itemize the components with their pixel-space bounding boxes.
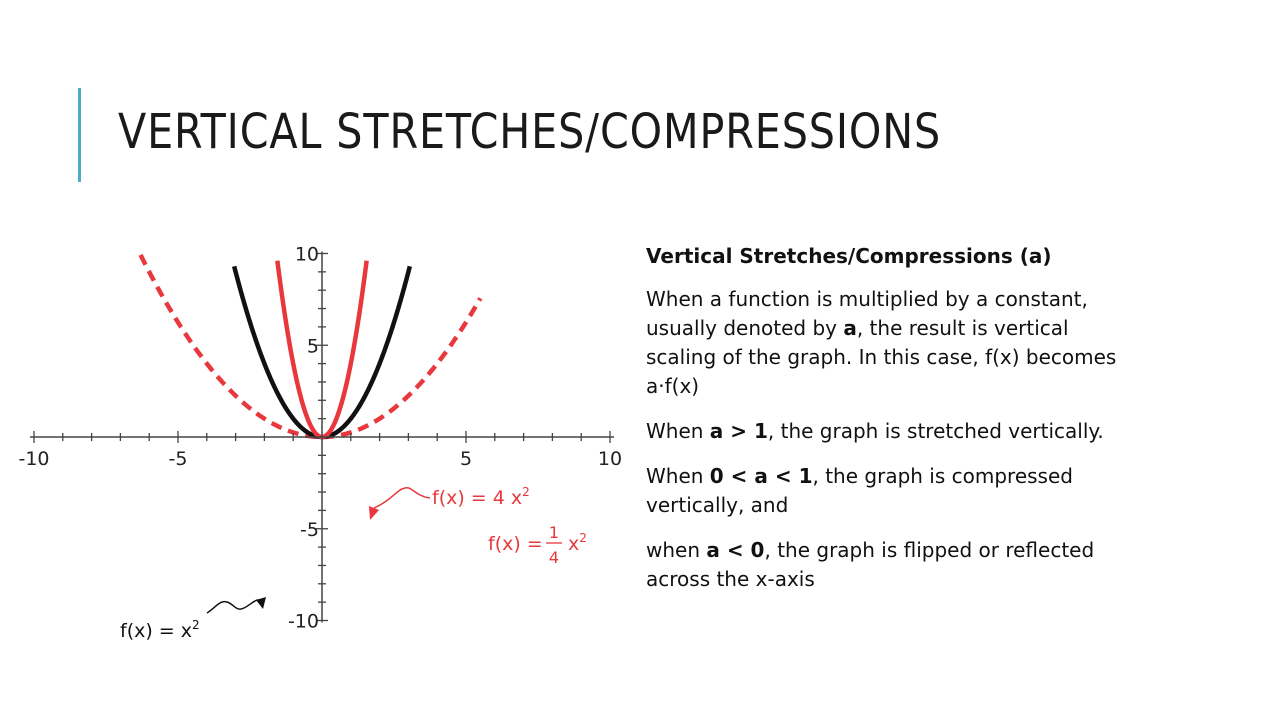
- label-quarter-suffix: [568, 531, 587, 555]
- p1-b: a: [843, 316, 857, 340]
- label-quarter-num: 1: [548, 523, 560, 542]
- label-quarter-sup: 2: [579, 531, 587, 545]
- y-tick-label: -5: [300, 518, 319, 541]
- p1-a: When a function is multiplied by a constant, usually denoted by: [646, 287, 1088, 340]
- p1-c: , the result is vertical scaling of the graph. In this case, f(x) becomes a·f(x): [646, 316, 1117, 398]
- p3-c: , the graph is compressed vertically, and: [646, 464, 1073, 517]
- x-tick-label: -5: [168, 448, 188, 470]
- p2-a: When: [646, 419, 710, 443]
- y-tick-label: -10: [287, 610, 319, 633]
- p4-c: , the graph is flipped or reflected across the x-axis: [646, 538, 1095, 591]
- paragraph-definition: [646, 285, 1136, 401]
- label-four-sup: 2: [522, 485, 530, 499]
- arrow-one: [207, 600, 262, 613]
- p4-b: a < 0: [706, 538, 765, 562]
- p3-b: 0 < a < 1: [709, 464, 813, 488]
- p2-c: , the graph is stretched vertically.: [767, 419, 1104, 443]
- paragraph-compress: [646, 462, 1136, 520]
- description-heading: Vertical Stretches/Compressions (a): [646, 244, 1052, 268]
- paragraph-stretch: [646, 417, 1136, 446]
- y-tick-label: 10: [294, 243, 319, 266]
- x-tick-label: 5: [459, 448, 473, 470]
- label-one: [120, 618, 200, 640]
- description-text: [646, 242, 1136, 610]
- label-quarter-prefix: f(x) =: [488, 533, 543, 555]
- x-tick-label: 10: [597, 448, 623, 470]
- arrowhead-four: [369, 506, 379, 520]
- arrow-four: [374, 488, 430, 508]
- slide-title: VERTICAL STRETCHES/COMPRESSIONS: [118, 104, 942, 160]
- label-one-sup: 2: [192, 618, 200, 632]
- label-quarter-x: x: [568, 533, 580, 555]
- chart-svg: [0, 230, 640, 640]
- label-four: [432, 485, 530, 509]
- parabola-chart: [0, 230, 640, 640]
- label-four-text: f(x) = 4 x: [432, 487, 523, 509]
- title-accent-bar: [78, 88, 81, 182]
- p4-a: when: [646, 538, 707, 562]
- label-quarter-den: 4: [548, 548, 560, 567]
- p3-a: When: [646, 464, 710, 488]
- paragraph-reflect: [646, 536, 1136, 594]
- axes-group: [30, 252, 614, 623]
- y-tick-label: 5: [306, 335, 319, 358]
- x-tick-label: -10: [18, 448, 50, 470]
- p2-b: a > 1: [709, 419, 768, 443]
- arrowhead-one: [256, 597, 266, 609]
- label-one-text: f(x) = x: [120, 620, 193, 640]
